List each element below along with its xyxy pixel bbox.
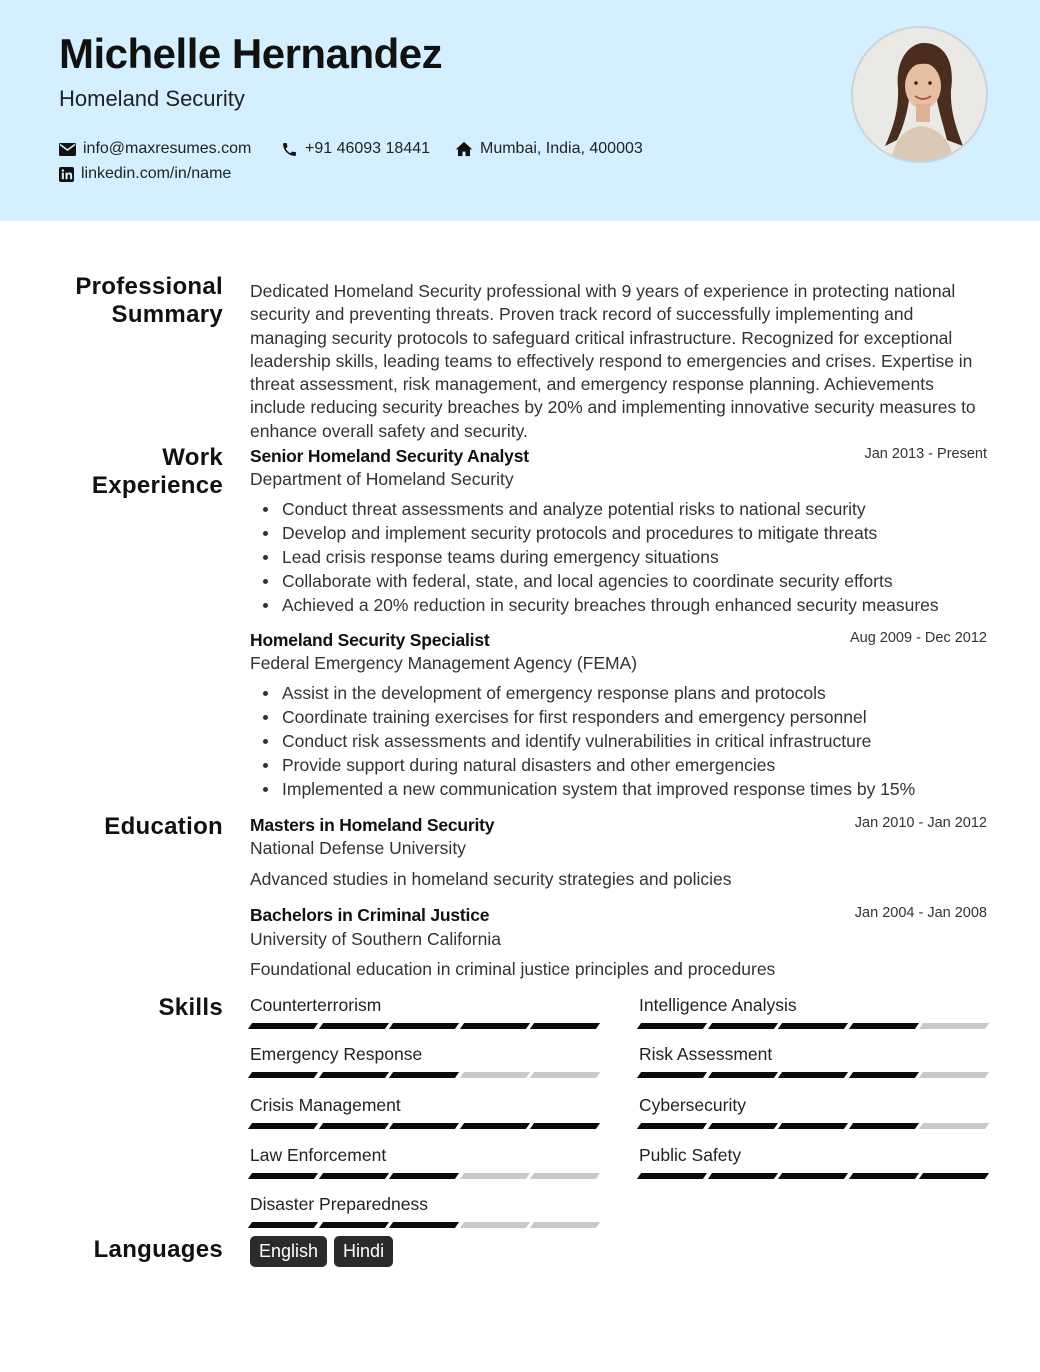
phone-icon: [281, 141, 298, 158]
list-item: Coordinate training exercises for first responders and emergency personnel: [250, 705, 990, 729]
skill-segment-filled: [637, 1173, 707, 1179]
skill-segment-filled: [778, 1173, 848, 1179]
skill-segment-filled: [248, 1072, 318, 1078]
envelope-icon: [59, 143, 76, 156]
skill-item: [639, 1095, 987, 1129]
section-label-education: Education: [104, 813, 223, 840]
skill-level-bar: [250, 1173, 598, 1179]
skill-segment-filled: [389, 1023, 459, 1029]
job-organization: Department of Homeland Security: [250, 469, 514, 489]
contact-email[interactable]: [59, 140, 251, 158]
phone-text: +91 46093 18441: [305, 140, 431, 157]
list-item: Lead crisis response teams during emergency situations: [250, 545, 990, 569]
skill-level-bar: [250, 1222, 598, 1228]
skill-level-bar: [250, 1123, 598, 1129]
list-item: Develop and implement security protocols and procedures to mitigate threats: [250, 521, 990, 545]
skill-name: Risk Assessment: [639, 1044, 773, 1064]
skill-segment-filled: [530, 1023, 600, 1029]
skill-segment-filled: [460, 1023, 530, 1029]
skill-item: [639, 995, 987, 1029]
list-item: Provide support during natural disasters and other emergencies: [250, 753, 990, 777]
skill-item: [250, 1095, 598, 1129]
skill-level-bar: [639, 1123, 987, 1129]
job-bullets: [250, 497, 990, 617]
section-label-experience: Work Experience: [91, 444, 223, 499]
skill-segment-filled: [318, 1173, 388, 1179]
skill-segment-filled: [707, 1123, 777, 1129]
skill-segment-filled: [778, 1023, 848, 1029]
skill-segment-filled: [389, 1072, 459, 1078]
list-item: Assist in the development of emergency response plans and protocols: [250, 681, 990, 705]
education-dates: Jan 2004 - Jan 2008: [854, 905, 987, 921]
avatar: [851, 26, 988, 163]
skill-name: Law Enforcement: [250, 1145, 387, 1165]
home-icon: [455, 141, 473, 157]
job-dates: Jan 2013 - Present: [864, 446, 987, 462]
skill-segment-empty: [919, 1123, 989, 1129]
skill-segment-filled: [389, 1173, 459, 1179]
skill-segment-empty: [530, 1222, 600, 1228]
skill-segment-filled: [318, 1023, 388, 1029]
skill-segment-filled: [248, 1123, 318, 1129]
section-label-summary: Professional Summary: [75, 273, 223, 328]
skill-level-bar: [250, 1072, 598, 1078]
summary-text: Dedicated Homeland Security professional with 9 years of experience in protecting national security and preventing threats. Proven track record of successfully implementing and managing security protocols to safeguard critical infrastructure. Recognized for exceptional leadership skills, leading teams to effectively respond to emergencies and crises. Expertise in threat assessment, risk management, and emergency response planning. Achievements include reducing security breaches by 20% and implementing innovative security measures to enhance overall safety and security.: [250, 281, 976, 441]
degree-title: Masters in Homeland Security: [250, 815, 495, 835]
degree-title: Bachelors in Criminal Justice: [250, 905, 490, 925]
linkedin-icon: [59, 167, 74, 182]
skill-segment-filled: [318, 1123, 388, 1129]
education-description: Foundational education in criminal justice principles and procedures: [250, 959, 776, 979]
skill-level-bar: [639, 1173, 987, 1179]
languages-list: [250, 1236, 393, 1267]
skill-item: [250, 1044, 598, 1078]
skill-name: Counterterrorism: [250, 995, 382, 1015]
school-name: University of Southern California: [250, 929, 501, 949]
skill-segment-filled: [849, 1023, 919, 1029]
skill-segment-empty: [460, 1072, 530, 1078]
skill-segment-filled: [849, 1123, 919, 1129]
education-description: Advanced studies in homeland security strategies and policies: [250, 869, 732, 889]
skill-segment-filled: [389, 1222, 459, 1228]
skill-item: [250, 1145, 598, 1179]
skill-segment-filled: [248, 1023, 318, 1029]
list-item: Collaborate with federal, state, and local agencies to coordinate security efforts: [250, 569, 990, 593]
job-title: Homeland Security Specialist: [250, 630, 490, 650]
skill-segment-filled: [849, 1173, 919, 1179]
skill-segment-empty: [919, 1072, 989, 1078]
skill-segment-filled: [637, 1123, 707, 1129]
education-dates: Jan 2010 - Jan 2012: [854, 815, 987, 831]
contact-address: [455, 140, 643, 158]
skill-segment-filled: [778, 1072, 848, 1078]
skill-item: [639, 1044, 987, 1078]
skill-name: Emergency Response: [250, 1044, 423, 1064]
job-organization: Federal Emergency Management Agency (FEMA): [250, 653, 638, 673]
skill-segment-filled: [389, 1123, 459, 1129]
skill-name: Crisis Management: [250, 1095, 401, 1115]
skill-segment-empty: [460, 1222, 530, 1228]
resume-header: [0, 0, 1040, 221]
skill-segment-filled: [248, 1222, 318, 1228]
skill-level-bar: [639, 1072, 987, 1078]
skill-segment-empty: [460, 1173, 530, 1179]
skill-segment-filled: [919, 1173, 989, 1179]
skill-segment-filled: [318, 1222, 388, 1228]
language-badge: English: [250, 1236, 327, 1267]
job-bullets: [250, 681, 990, 801]
school-name: National Defense University: [250, 838, 466, 858]
language-badge: Hindi: [334, 1236, 393, 1267]
section-label-languages: Languages: [93, 1236, 223, 1263]
skill-name: Public Safety: [639, 1145, 742, 1165]
list-item: Conduct risk assessments and identify vulnerabilities in critical infrastructure: [250, 729, 990, 753]
skill-segment-filled: [637, 1023, 707, 1029]
skill-segment-empty: [919, 1023, 989, 1029]
skill-item: [639, 1145, 987, 1179]
job-dates: Aug 2009 - Dec 2012: [849, 630, 987, 646]
candidate-role: Homeland Security: [59, 86, 245, 111]
skill-level-bar: [250, 1023, 598, 1029]
skill-segment-filled: [248, 1173, 318, 1179]
job-title: Senior Homeland Security Analyst: [250, 446, 529, 466]
skill-name: Intelligence Analysis: [639, 995, 797, 1015]
skill-segment-filled: [707, 1072, 777, 1078]
skill-segment-filled: [637, 1072, 707, 1078]
address-text: Mumbai, India, 400003: [480, 140, 643, 157]
candidate-name: Michelle Hernandez: [59, 30, 443, 77]
list-item: Conduct threat assessments and analyze potential risks to national security: [250, 497, 990, 521]
list-item: Implemented a new communication system that improved response times by 15%: [250, 777, 990, 801]
email-text: info@maxresumes.com: [83, 140, 252, 157]
skill-segment-filled: [778, 1123, 848, 1129]
section-label-skills: Skills: [158, 994, 223, 1021]
skill-level-bar: [639, 1023, 987, 1029]
skill-segment-filled: [530, 1123, 600, 1129]
skill-segment-empty: [530, 1173, 600, 1179]
skill-name: Disaster Preparedness: [250, 1194, 428, 1214]
skill-segment-filled: [318, 1072, 388, 1078]
skill-segment-filled: [849, 1072, 919, 1078]
skill-name: Cybersecurity: [639, 1095, 746, 1115]
contact-phone[interactable]: [281, 140, 430, 158]
skill-item: [250, 1194, 598, 1228]
skill-segment-filled: [460, 1123, 530, 1129]
skill-segment-filled: [707, 1173, 777, 1179]
skill-segment-empty: [530, 1072, 600, 1078]
skill-segment-filled: [707, 1023, 777, 1029]
skill-item: [250, 995, 598, 1029]
linkedin-text: linkedin.com/in/name: [81, 165, 232, 182]
list-item: Achieved a 20% reduction in security breaches through enhanced security measures: [250, 593, 990, 617]
contact-linkedin[interactable]: [59, 165, 231, 183]
